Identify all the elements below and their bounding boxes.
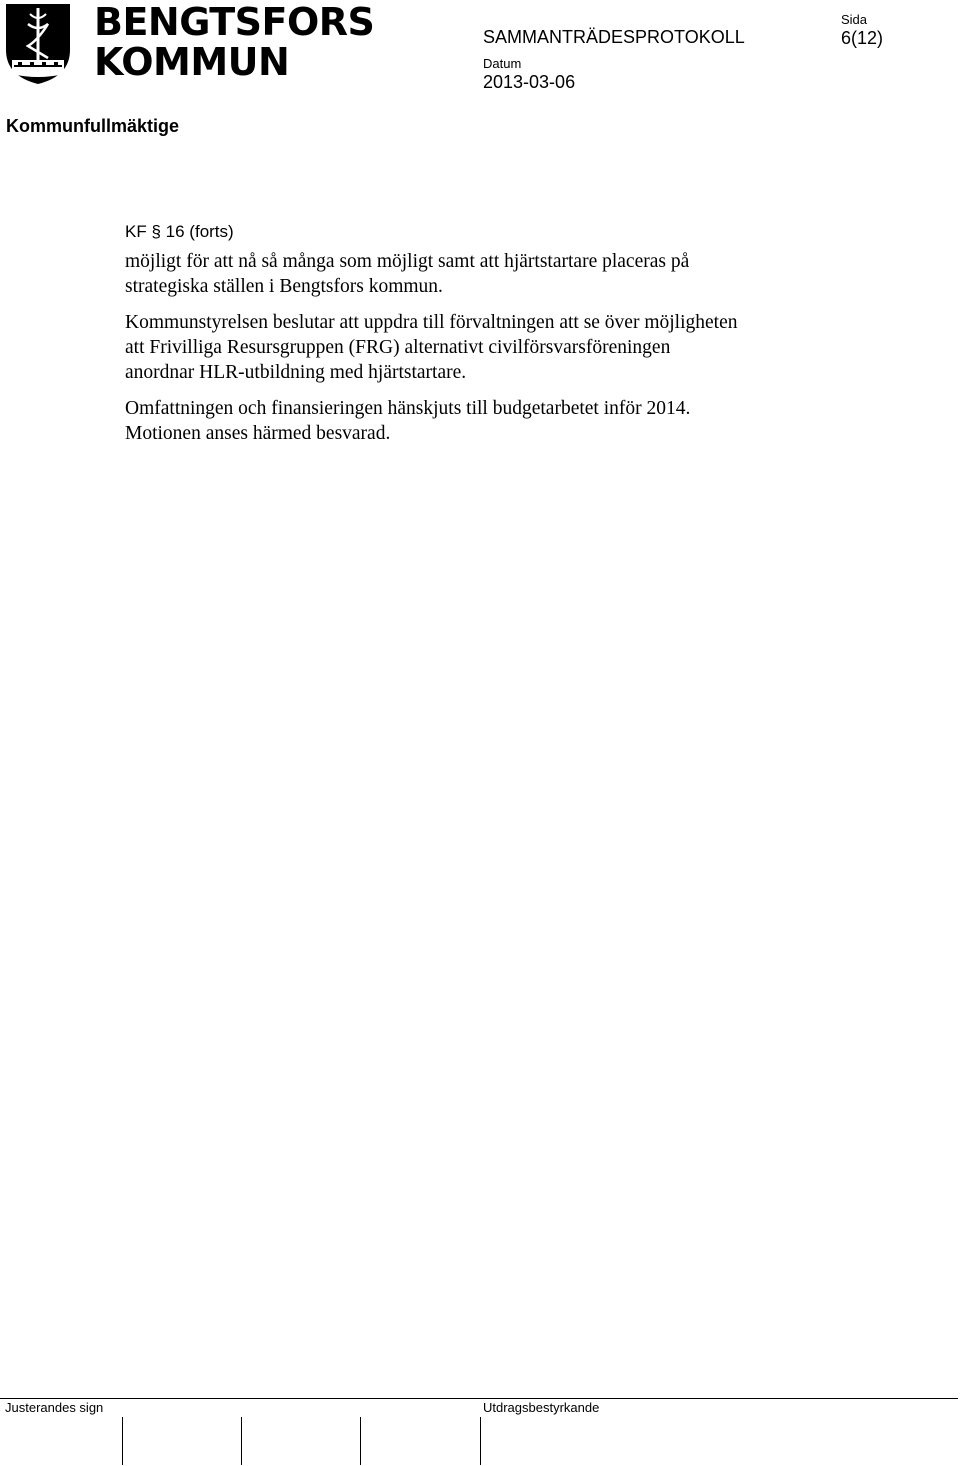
document-type: SAMMANTRÄDESPROTOKOLL [483,27,745,47]
organization-name-line2: KOMMUN [94,40,290,84]
date-value: 2013-03-06 [483,72,576,92]
page-number: 6(12) [841,28,884,48]
paragraph-line: möjligt för att nå så många som möjligt samt att hjärtstartare placeras på [125,251,690,272]
paragraph-line: att Frivilliga Resursgruppen (FRG) alternativt civilförsvarsföreningen [125,337,671,358]
section-number: 16 (forts) [165,222,234,241]
certification-label: Utdragsbestyrkande [483,1400,600,1415]
section-heading [125,221,825,243]
signature-box-divider [241,1417,242,1465]
paragraph [125,249,825,299]
governing-body-name: Kommunfullmäktige [6,116,180,136]
paragraph [125,396,825,446]
paragraph-line: strategiska ställen i Bengtsfors kommun. [125,276,443,297]
paragraph-line: Kommunstyrelsen beslutar att uppdra till förvaltningen att se över möjligheten [125,312,738,333]
page-label: Sida [841,12,868,27]
signature-label: Justerandes sign [5,1400,104,1415]
organization-name-line1: BENGTSFORS [94,0,375,44]
footer-divider [0,1398,958,1399]
paragraph [125,310,825,385]
section-prefix: KF [125,222,147,241]
signature-box-divider [122,1417,123,1465]
minutes-content [125,221,825,446]
date-label: Datum [483,56,522,71]
section-symbol: § [151,222,161,241]
signature-box-divider [480,1417,481,1465]
paragraph-line: Omfattningen och finansieringen hänskjuts till budgetarbetet inför 2014. [125,398,691,419]
paragraph-line: Motionen anses härmed besvarad. [125,423,391,444]
signature-box-divider [360,1417,361,1465]
organization-name [94,2,374,82]
municipality-coat-of-arms-icon [4,2,72,86]
paragraph-line: anordnar HLR-utbildning med hjärtstartare. [125,362,467,383]
